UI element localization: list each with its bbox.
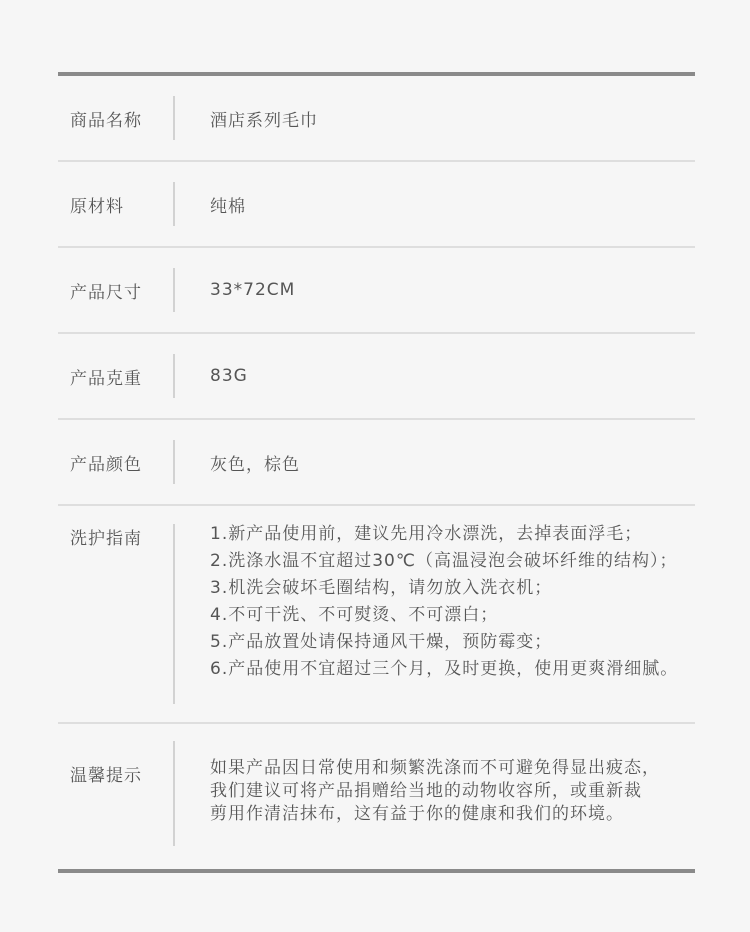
tips-line: 我们建议可将产品捐赠给当地的动物收容所，或重新裁 — [210, 781, 642, 801]
care-instruction-line: 3.机洗会破坏毛圈结构，请勿放入洗衣机； — [210, 578, 553, 598]
spec-value: 83G — [210, 366, 248, 386]
spec-value: 酒店系列毛巾 — [210, 110, 318, 131]
spec-value: 纯棉 — [210, 196, 246, 217]
spec-row-tips — [58, 724, 695, 869]
spec-label: 产品颜色 — [70, 454, 142, 475]
column-divider — [173, 268, 175, 312]
care-instruction-line: 4.不可干洗、不可熨烫、不可漂白； — [210, 605, 499, 625]
spec-row-material — [58, 162, 695, 246]
spec-label: 温馨提示 — [70, 766, 142, 786]
spec-row-product-name — [58, 76, 695, 160]
spec-row-weight — [58, 334, 695, 418]
spec-row-size — [58, 248, 695, 332]
tips-line: 剪用作清洁抹布，这有益于你的健康和我们的环境。 — [210, 804, 624, 824]
spec-label: 产品尺寸 — [70, 282, 142, 303]
spec-label: 原材料 — [70, 196, 124, 217]
column-divider — [173, 354, 175, 398]
care-instruction-line: 2.洗涤水温不宜超过30℃（高温浸泡会破坏纤维的结构）； — [210, 551, 678, 571]
column-divider — [173, 182, 175, 226]
care-instruction-line: 1.新产品使用前，建议先用冷水漂洗，去掉表面浮毛； — [210, 524, 643, 544]
table-bottom-rule — [58, 869, 695, 873]
spec-label: 商品名称 — [70, 110, 142, 131]
spec-value: 灰色，棕色 — [210, 454, 300, 475]
care-instruction-line: 6.产品使用不宜超过三个月，及时更换，使用更爽滑细腻。 — [210, 659, 679, 679]
tips-line: 如果产品因日常使用和频繁洗涤而不可避免得显出疲态， — [210, 758, 660, 778]
spec-row-care-guide — [58, 506, 695, 722]
column-divider — [173, 741, 175, 846]
column-divider — [173, 96, 175, 140]
spec-value: 33*72CM — [210, 280, 296, 300]
tips-text — [184, 724, 660, 869]
spec-label: 产品克重 — [70, 368, 142, 389]
column-divider — [173, 524, 175, 704]
care-instructions — [184, 506, 678, 722]
product-spec-table — [58, 72, 695, 873]
spec-label: 洗护指南 — [70, 529, 142, 549]
spec-row-color — [58, 420, 695, 504]
column-divider — [173, 440, 175, 484]
care-instruction-line: 5.产品放置处请保持通风干燥，预防霉变； — [210, 632, 553, 652]
